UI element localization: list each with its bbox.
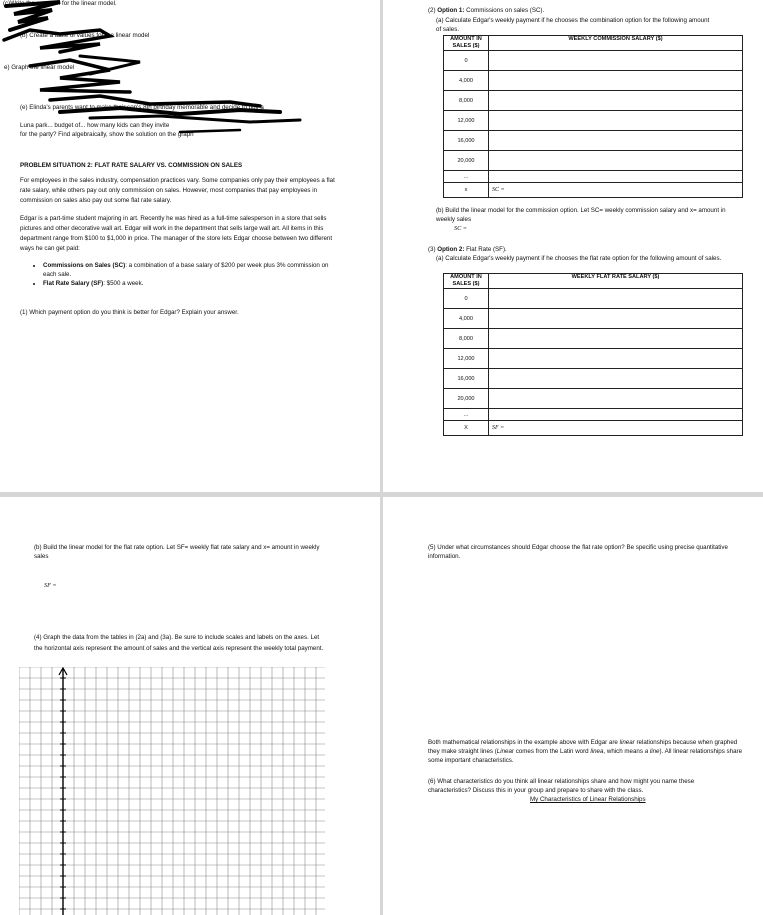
salary-cell[interactable] [489,71,743,91]
amount-cell: 0 [444,289,489,309]
table-row [444,71,743,91]
table-row [444,111,743,131]
table-row [444,329,743,349]
emphasis-text: linear [619,739,635,746]
payment-options-list [31,262,338,290]
amount-cell: 12,000 [444,111,489,131]
amount-cell: X [444,421,489,436]
salary-cell[interactable] [489,171,743,183]
text-run: relationships because when graphed they make straight lines ( [428,739,738,755]
table-row [444,349,743,369]
amount-column-header: AMOUNT IN SALES ($) [444,274,489,289]
scribbled-question-f-line3: for the party? Find algebraically, show the solution on the graph [20,131,194,138]
payment-option-item [43,262,338,279]
amount-cell: 4,000 [444,71,489,91]
table-row [444,309,743,329]
scribbled-question-b: (b) Create a table of values for the linear model [20,32,150,39]
question-1: (1) Which payment option do you think is better for Edgar? Explain your answer. [20,309,239,316]
question-3-number: (3) [428,246,438,253]
my-characteristics-heading: My Characteristics of Linear Relationships [530,796,646,803]
question-5: (5) Under what circumstances should Edgar choose the flat rate option? Be specific using precise quantitative information. [428,544,728,560]
question-3-label: Option 2: [437,246,465,253]
salary-cell[interactable] [489,289,743,309]
amount-cell: 4,000 [444,309,489,329]
question-2-title [428,6,544,15]
emphasis-text: linea [590,748,604,755]
table-row [444,183,743,198]
worksheet-page-1 [0,0,380,492]
flat-rate-equation-cell[interactable]: SF = [489,421,743,436]
commission-equation[interactable]: SC = [454,225,467,232]
table-row [444,131,743,151]
text-run: Both mathematical relationships in the example above with Edgar are [428,739,620,746]
text-run: ). All linear relationships share some important characteristics. [428,748,743,764]
table-header-row [444,36,743,51]
amount-cell: 16,000 [444,369,489,389]
commission-table [443,35,743,198]
table-row [444,289,743,309]
flat-rate-equation[interactable]: SF = [44,582,57,589]
question-3a: (a) Calculate Edgar's weekly payment if he chooses the flat rate option for the following amount of sales. [436,255,722,262]
amount-cell: 20,000 [444,151,489,171]
payment-option-item [43,280,338,289]
amount-cell: 8,000 [444,91,489,111]
salary-cell[interactable] [489,131,743,151]
salary-cell[interactable] [489,349,743,369]
scribbled-question-c: (c)Write the equation for the linear model. [3,0,117,7]
salary-cell[interactable] [489,91,743,111]
table-row [444,409,743,421]
table-row [444,151,743,171]
question-2-label: Option 1: [437,7,465,14]
amount-column-header: AMOUNT IN SALES ($) [444,36,489,51]
problem-heading: PROBLEM SITUATION 2: FLAT RATE SALARY VS. COMMISSION ON SALES [20,162,243,169]
worksheet-page-2 [383,0,763,492]
salary-cell[interactable] [489,51,743,71]
commission-column-header: WEEKLY COMMISSION SALARY ($) [489,36,743,51]
scribbled-question-e: e) Graph the linear model [4,64,75,71]
linear-relationships-paragraph [428,738,748,765]
payment-option-text: : $500 a week. [103,280,144,287]
question-3b: (b) Build the linear model for the flat rate option. Let SF= weekly flat rate salary and x= amount in weekly sales [34,544,320,560]
salary-cell[interactable] [489,329,743,349]
edgar-paragraph: Edgar is a part-time student majoring in art. Recently he was hired as a full-time salesperson in a store that sells pictures and other decorative wall art. Edgar will work in the department that sells large wall art. All items in this department range from $100 to $1,000 in price. The manager of the store lets Edgar choose between two different ways he can get paid: [20,215,333,252]
scribbled-question-f-line2: Luna park... budget of... how many kids can they invite [20,122,170,129]
intro-paragraph: For employees in the sales industry, compensation practices vary. Some companies only pay their employees a flat rate salary, while others pay out only commission on sales. However, most companies that pay employees in commission on sales also pay out some flat rate salary. [20,177,335,204]
text-run: comes from the Latin word [513,748,591,755]
table-row [444,369,743,389]
worksheet-page-3 [0,497,380,915]
question-2-number: (2) [428,7,438,14]
emphasis-text: a line [644,748,660,755]
worksheet-page-4 [383,497,763,915]
commission-equation-cell[interactable]: SC = [489,183,743,198]
amount-cell: 12,000 [444,349,489,369]
flat-rate-column-header: WEEKLY FLAT RATE SALARY ($) [489,274,743,289]
table-row [444,389,743,409]
table-row [444,171,743,183]
payment-option-text: : a combination of a base salary of $200 per week plus 3% commission on each sale. [43,262,329,278]
graph-paper-grid[interactable] [19,667,325,915]
question-3-option: Flat Rate (SF). [464,246,507,253]
table-header-row [444,274,743,289]
salary-cell[interactable] [489,369,743,389]
salary-cell[interactable] [489,389,743,409]
amount-cell: ... [444,171,489,183]
table-row [444,91,743,111]
question-2-option: Commissions on sales (SC). [464,7,545,14]
scribbled-question-f-line1: (e) Elinda's parents want to make their son's 8th birthday memorable and decide to buy a [20,104,264,111]
salary-cell[interactable] [489,111,743,131]
payment-option-label: Commissions on Sales (SC) [43,262,126,269]
amount-cell: 8,000 [444,329,489,349]
question-2a: (a) Calculate Edgar's weekly payment if he chooses the combination option for the following amount of sales. [436,17,710,33]
emphasis-text: Linear [496,748,514,755]
question-2b: (b) Build the linear model for the commission option. Let SC= weekly commission salary and x= amount in weekly sales [436,207,726,223]
amount-cell: x [444,183,489,198]
flat-rate-table [443,273,743,436]
salary-cell[interactable] [489,409,743,421]
table-row [444,51,743,71]
amount-cell: 20,000 [444,389,489,409]
question-4: (4) Graph the data from the tables in (2a) and (3a). Be sure to include scales and labels on the axes. Let the horizontal axis represent the amount of sales and the vertical axis represent the weekly total payment. [34,634,324,652]
payment-option-label: Flat Rate Salary (SF) [43,280,104,287]
text-run: , which means [603,748,645,755]
amount-cell: 16,000 [444,131,489,151]
salary-cell[interactable] [489,151,743,171]
question-3-title [428,245,507,254]
salary-cell[interactable] [489,309,743,329]
amount-cell: 0 [444,51,489,71]
table-row [444,421,743,436]
amount-cell: ... [444,409,489,421]
question-6: (6) What characteristics do you think all linear relationships share and how might you name these characteristics? Discuss this in your group and prepare to share with the class. [428,778,695,794]
